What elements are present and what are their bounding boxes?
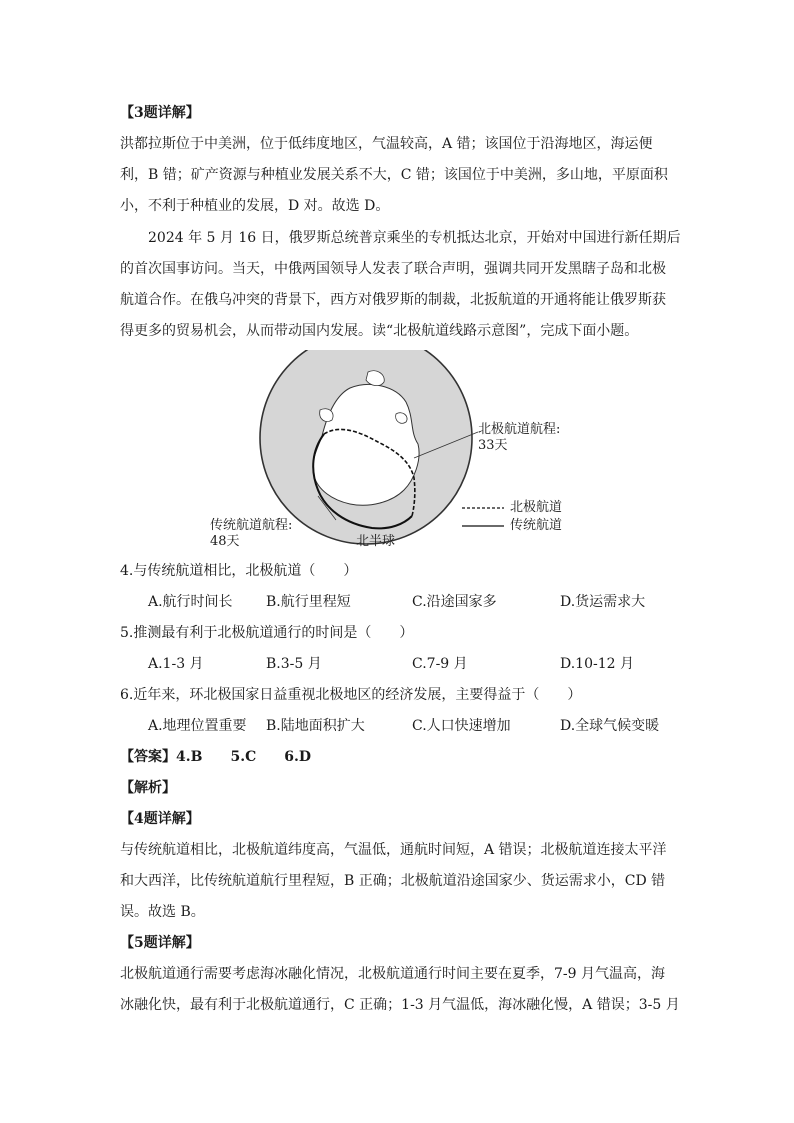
option-a: A.航行时间长 [148, 594, 233, 610]
question-6-stem: 6.近年来，环北极国家日益重视北极地区的经济发展，主要得益于（ ） [120, 687, 582, 703]
arctic-route-map [200, 350, 590, 560]
section5-heading: 【5题详解】 [120, 935, 200, 951]
traditional-route-label: 传统航道航程: [210, 518, 293, 533]
analysis-heading: 【解析】 [120, 780, 176, 796]
option-c: C.7-9 月 [412, 656, 468, 672]
hemisphere-label: 北半球 [356, 534, 396, 549]
option-b: B.航行里程短 [266, 594, 351, 610]
option-d: D.10-12 月 [560, 656, 634, 672]
option-a: A.地理位置重要 [148, 718, 247, 734]
section4-heading: 【4题详解】 [120, 811, 200, 827]
section4-line: 和大西洋，比传统航道航行里程短，B 正确；北极航道沿途国家少、货运需求小，CD 错 [120, 873, 666, 889]
legend-arctic-text: 北极航道 [510, 500, 563, 515]
section4-line: 误。故选 B。 [120, 904, 205, 920]
option-c: C.沿途国家多 [412, 594, 497, 610]
section5-line: 北极航道通行需要考虑海冰融化情况，北极航道通行时间主要在夏季，7-9 月气温高，海 [120, 966, 665, 982]
intro-line: 2024 年 5 月 16 日，俄罗斯总统普京乘坐的专机抵达北京，开始对中国进行新任期后 [148, 230, 681, 246]
legend-traditional-text: 传统航道 [510, 518, 563, 533]
intro-line: 得更多的贸易机会，从而带动国内发展。读“北极航道线路示意图”，完成下面小题。 [120, 323, 639, 339]
answer-line: 【答案】4.B 5.C 6.D [120, 749, 311, 765]
option-d: D.货运需求大 [560, 594, 646, 610]
section4-line: 与传统航道相比，北极航道纬度高，气温低，通航时间短，A 错误；北极航道连接太平洋 [120, 842, 667, 858]
option-c: C.人口快速增加 [412, 718, 511, 734]
section5-line: 冰融化快，最有利于北极航道通行，C 正确；1-3 月气温低，海冰融化慢，A 错误；3-5 月 [120, 997, 680, 1013]
arctic-route-label: 北极航道航程: [478, 422, 561, 437]
intro-line: 航道合作。在俄乌冲突的背景下，西方对俄罗斯的制裁，北扳航道的开通将能让俄罗斯获 [120, 292, 666, 308]
option-d: D.全球气候变暖 [560, 718, 660, 734]
traditional-route-days: 48天 [210, 534, 240, 549]
option-a: A.1-3 月 [148, 656, 204, 672]
section3-line: 洪都拉斯位于中美洲，位于低纬度地区，气温较高，A 错；该国位于沿海地区，海运便 [120, 136, 653, 152]
section3-line: 利，B 错；矿产资源与种植业发展关系不大，C 错；该国位于中美洲，多山地，平原面积 [120, 167, 668, 183]
option-b: B.陆地面积扩大 [266, 718, 365, 734]
section3-heading: 【3题详解】 [120, 105, 200, 121]
arctic-route-days: 33天 [478, 438, 508, 453]
question-5-stem: 5.推测最有利于北极航道通行的时间是（ ） [120, 625, 414, 641]
intro-line: 的首次国事访问。当天，中俄两国领导人发表了联合声明，强调共同开发黑瞎子岛和北极 [120, 261, 666, 277]
section3-line: 小，不利于种植业的发展，D 对。故选 D。 [120, 198, 390, 214]
island-shape [320, 409, 333, 422]
question-4-stem: 4.与传统航道相比，北极航道（ ） [120, 563, 358, 579]
option-b: B.3-5 月 [266, 656, 322, 672]
